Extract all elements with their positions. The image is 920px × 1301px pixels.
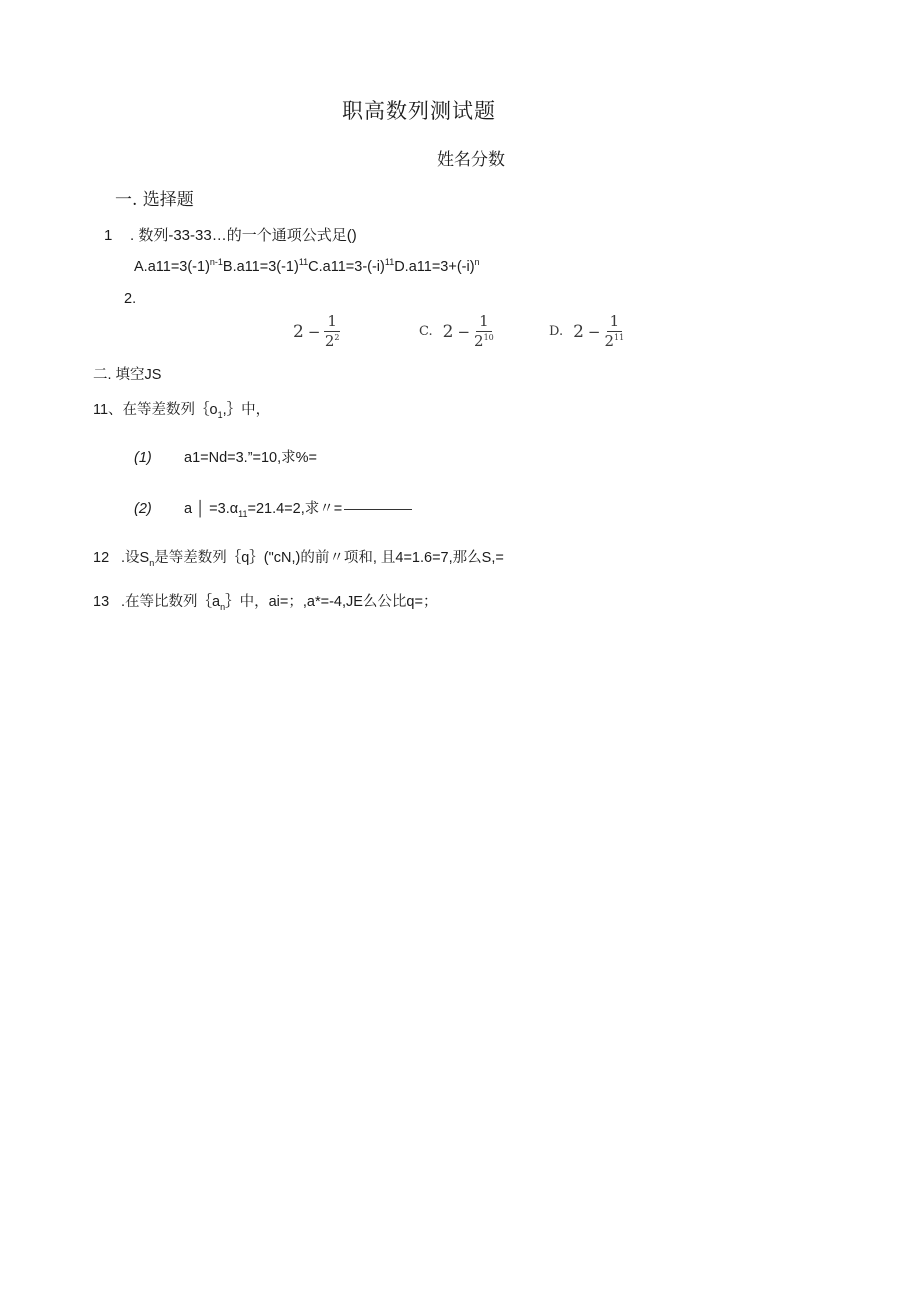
- name-score-line: 姓名分数: [437, 150, 505, 170]
- question-text-end: ,｝中，: [222, 402, 271, 418]
- question-2-option-d: [549, 314, 624, 349]
- question-2-option-b: [283, 314, 340, 349]
- minus-sign: −: [587, 322, 601, 341]
- part-text-end: =21.4=2,求〃=: [247, 501, 343, 517]
- fraction-exponent: 2: [334, 333, 340, 342]
- question-1: [104, 224, 357, 245]
- subscript: 1: [217, 409, 223, 420]
- option-letter: D.: [549, 324, 564, 339]
- subscript: 11: [238, 508, 248, 519]
- question-11-part-2: [134, 497, 412, 519]
- fraction: [605, 314, 625, 349]
- question-2-option-c: [419, 314, 494, 349]
- page-title: 职高数列测试题: [342, 99, 496, 123]
- question-1-options: [134, 257, 480, 275]
- question-number: 13: [93, 594, 110, 610]
- question-13: [93, 590, 437, 612]
- option-b-exponent: 11: [298, 257, 309, 267]
- fraction-denominator: $2^{11}$: [604, 332, 625, 350]
- question-number: 1: [104, 227, 113, 244]
- fraction-numerator: 1: [607, 314, 623, 332]
- question-12: [93, 546, 504, 568]
- question-11: [93, 398, 270, 420]
- question-2-number: 2.: [124, 291, 137, 307]
- section-heading-fill-in: 二. 填空JS: [93, 367, 162, 383]
- subscript: n: [220, 601, 226, 612]
- section-heading-choice: 一. 选择题: [115, 190, 194, 210]
- fraction: [474, 314, 494, 349]
- option-letter: C.: [419, 324, 433, 339]
- question-11-part-1: [134, 446, 317, 467]
- question-text-end: ｝中，ai=；,a*=-4,JE么公比q=；: [225, 594, 438, 610]
- question-text: . 数列-33-33…的一个通项公式足(): [130, 227, 357, 244]
- question-text: .在等比数列｛a: [121, 594, 221, 610]
- question-number: 12: [93, 550, 110, 566]
- option-d: D.a11=3+(-i): [394, 259, 475, 275]
- option-c-exponent: 11: [384, 257, 395, 267]
- part-number: (1): [134, 450, 152, 466]
- fraction-exponent: 11: [614, 333, 625, 342]
- question-text: .设S: [121, 550, 150, 566]
- part-text: a │ =3.α: [184, 501, 239, 517]
- fraction-whole: 2: [293, 321, 304, 342]
- fraction-denominator: $2^{10}$: [474, 332, 494, 350]
- minus-sign: −: [457, 322, 471, 341]
- fraction-numerator: 1: [476, 314, 492, 332]
- option-a: A.a11=3(-1): [134, 259, 210, 275]
- answer-blank: [344, 509, 412, 510]
- part-number: (2): [134, 501, 152, 517]
- minus-sign: −: [307, 322, 321, 341]
- fraction-whole: 2: [442, 321, 454, 342]
- part-text: a1=Nd=3.”=10,求%=: [184, 450, 318, 466]
- fraction-denominator: $2^2$: [324, 332, 340, 350]
- option-d-exponent: n: [474, 257, 480, 267]
- option-c: C.a11=3-(-i): [308, 259, 385, 275]
- question-text-end: 是等差数列｛q｝("cN,)的前〃项和, 且4=1.6=7,那么S,=: [154, 550, 504, 566]
- option-b: B.a11=3(-1): [222, 259, 299, 275]
- fraction-numerator: 1: [324, 314, 340, 332]
- fraction: [324, 314, 340, 349]
- subscript: n: [149, 557, 155, 568]
- option-a-exponent: n-1: [209, 257, 223, 267]
- question-text: 11、在等差数列｛o: [93, 402, 218, 418]
- fraction-whole: 2: [573, 321, 584, 342]
- fraction-exponent: 10: [483, 333, 494, 342]
